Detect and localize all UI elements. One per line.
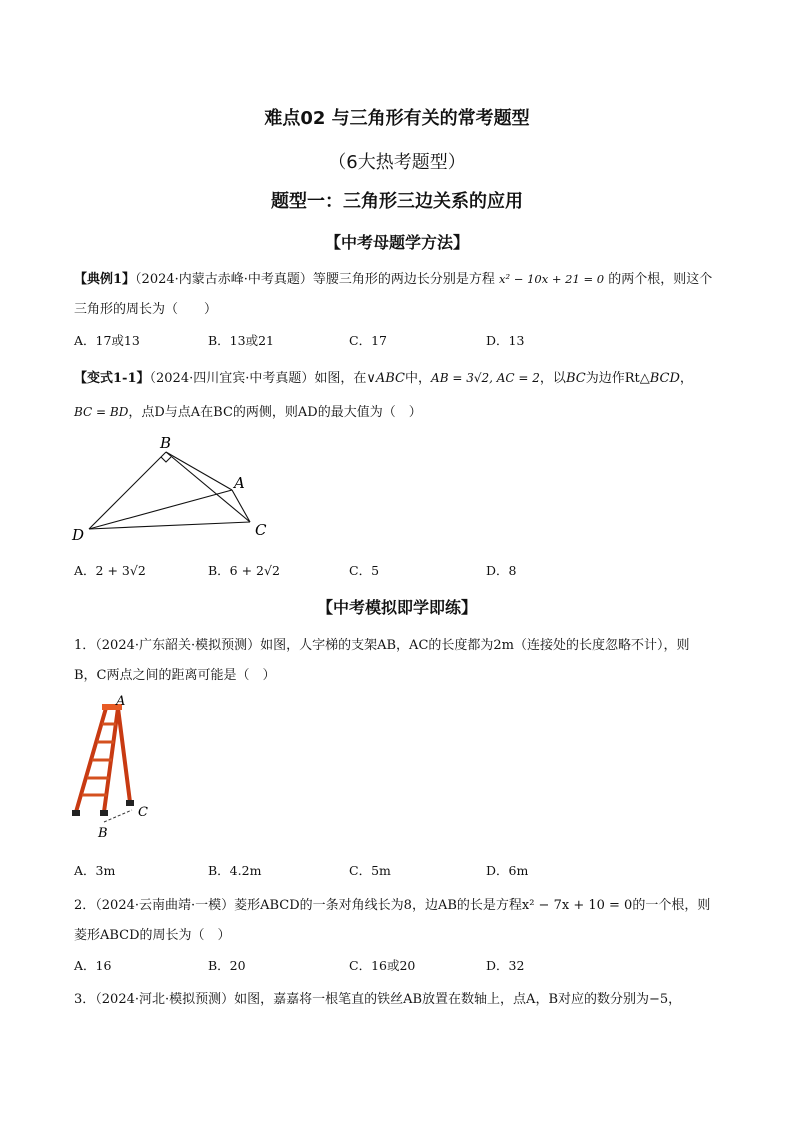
label-a: A [234,474,245,492]
example1-line1 [74,268,712,287]
q1-option-c: C．5m [349,863,391,878]
variant1-text-d: 为边作Rt△ [585,371,650,386]
ladder-label-b: B [98,826,108,841]
ladder-foot-b [72,810,80,816]
q1-line2: B，C两点之间的距离可能是（ ） [74,668,276,683]
variant1-source: （2024·四川宜宾·中考真题）如图，在∨ [149,371,376,386]
example1-tag: 【典例1】 [74,272,136,287]
label-d: D [72,526,85,544]
segment-ba [166,452,232,490]
q2-line2: 菱形ABCD的周长为（ ） [74,928,231,943]
variant1-abc: ABC [375,371,406,386]
q2-option-a: A．16 [74,958,112,973]
variant1-bcd: BCD [649,371,680,386]
topic-heading: 题型一：三角形三边关系的应用 [271,191,523,212]
q1-option-a: A．3m [74,863,116,878]
label-c: C [255,521,267,539]
variant1-line1 [74,367,693,386]
ladder-foot-c [126,800,134,806]
example1-option-c: C．17 [349,333,387,348]
ladder-back-rail [118,708,130,802]
label-b: B [160,434,172,452]
example1-option-a: A．17或13 [74,333,140,348]
q3-line1: 3．（2024·河北·模拟预测）如图，嘉嘉将一根笔直的铁丝AB放置在数轴上，点A，B对应的数分别为−5， [74,992,682,1007]
variant1-equation: BC = BD [74,405,129,419]
variant1-option-c: C．5 [349,563,380,578]
variant1-text-c: ，以 [539,371,566,386]
page-title: 难点02 与三角形有关的常考题型 [264,108,530,129]
variant1-line2 [74,401,422,420]
section-heading-practice: 【中考模拟即学即练】 [316,598,477,617]
q2-option-c: C．16或20 [349,958,416,973]
q1-line1: 1．（2024·广东韶关·模拟预测）如图，人字梯的支架AB，AC的长度都为2m（连接处的长度忽略不计），则 [74,638,690,653]
segment-da [89,490,232,529]
q1-option-b: B．4.2m [208,863,262,878]
example1-line2: 三角形的周长为（ ） [74,302,218,317]
right-angle-mark [161,457,171,462]
example1-option-b: B．13或21 [208,333,274,348]
ladder-label-a: A [116,694,126,709]
page-subtitle: （6大热考题型） [328,152,466,173]
segment-bc-dashed [104,810,132,822]
q2-option-d: D．32 [486,958,525,973]
segment-dc [89,522,250,529]
example1-line1-end: 的两个根，则这个 [608,272,713,287]
variant1-text-b: 中， [405,371,432,386]
variant1-tag: 【变式1-1】 [74,371,150,386]
ladder-figure [66,694,166,844]
segment-ac [232,490,250,522]
variant1-text-e: ， [679,371,693,386]
variant1-option-b: B．6 + 2√2 [208,563,280,578]
variant1-condition: AB = 3√2, AC = 2 [431,371,540,385]
q2-option-b: B．20 [208,958,246,973]
variant1-option-d: D．8 [486,563,517,578]
example1-equation: x² − 10x + 21 = 0 [499,272,605,286]
variant1-line2-rest: ，点D与点A在BC的两侧，则AD的最大值为（ ） [128,405,422,420]
triangle-figure [68,432,288,547]
variant1-option-a: A．2 + 3√2 [74,563,146,578]
example1-option-d: D．13 [486,333,525,348]
ladder-foot-left [100,810,108,816]
q2-line1: 2．（2024·云南曲靖·一模）菱形ABCD的一条对角线长为8，边AB的长是方程x² − 7x + 10 = 0的一个根，则 [74,898,711,913]
variant1-bc: BC [565,371,586,386]
q1-option-d: D．6m [486,863,529,878]
segment-db [89,452,166,529]
section-heading-method: 【中考母题学方法】 [324,233,469,252]
ladder-label-c: C [138,805,148,820]
example1-source: （2024·内蒙古赤峰·中考真题）等腰三角形的两边长分别是方程 [135,272,495,287]
